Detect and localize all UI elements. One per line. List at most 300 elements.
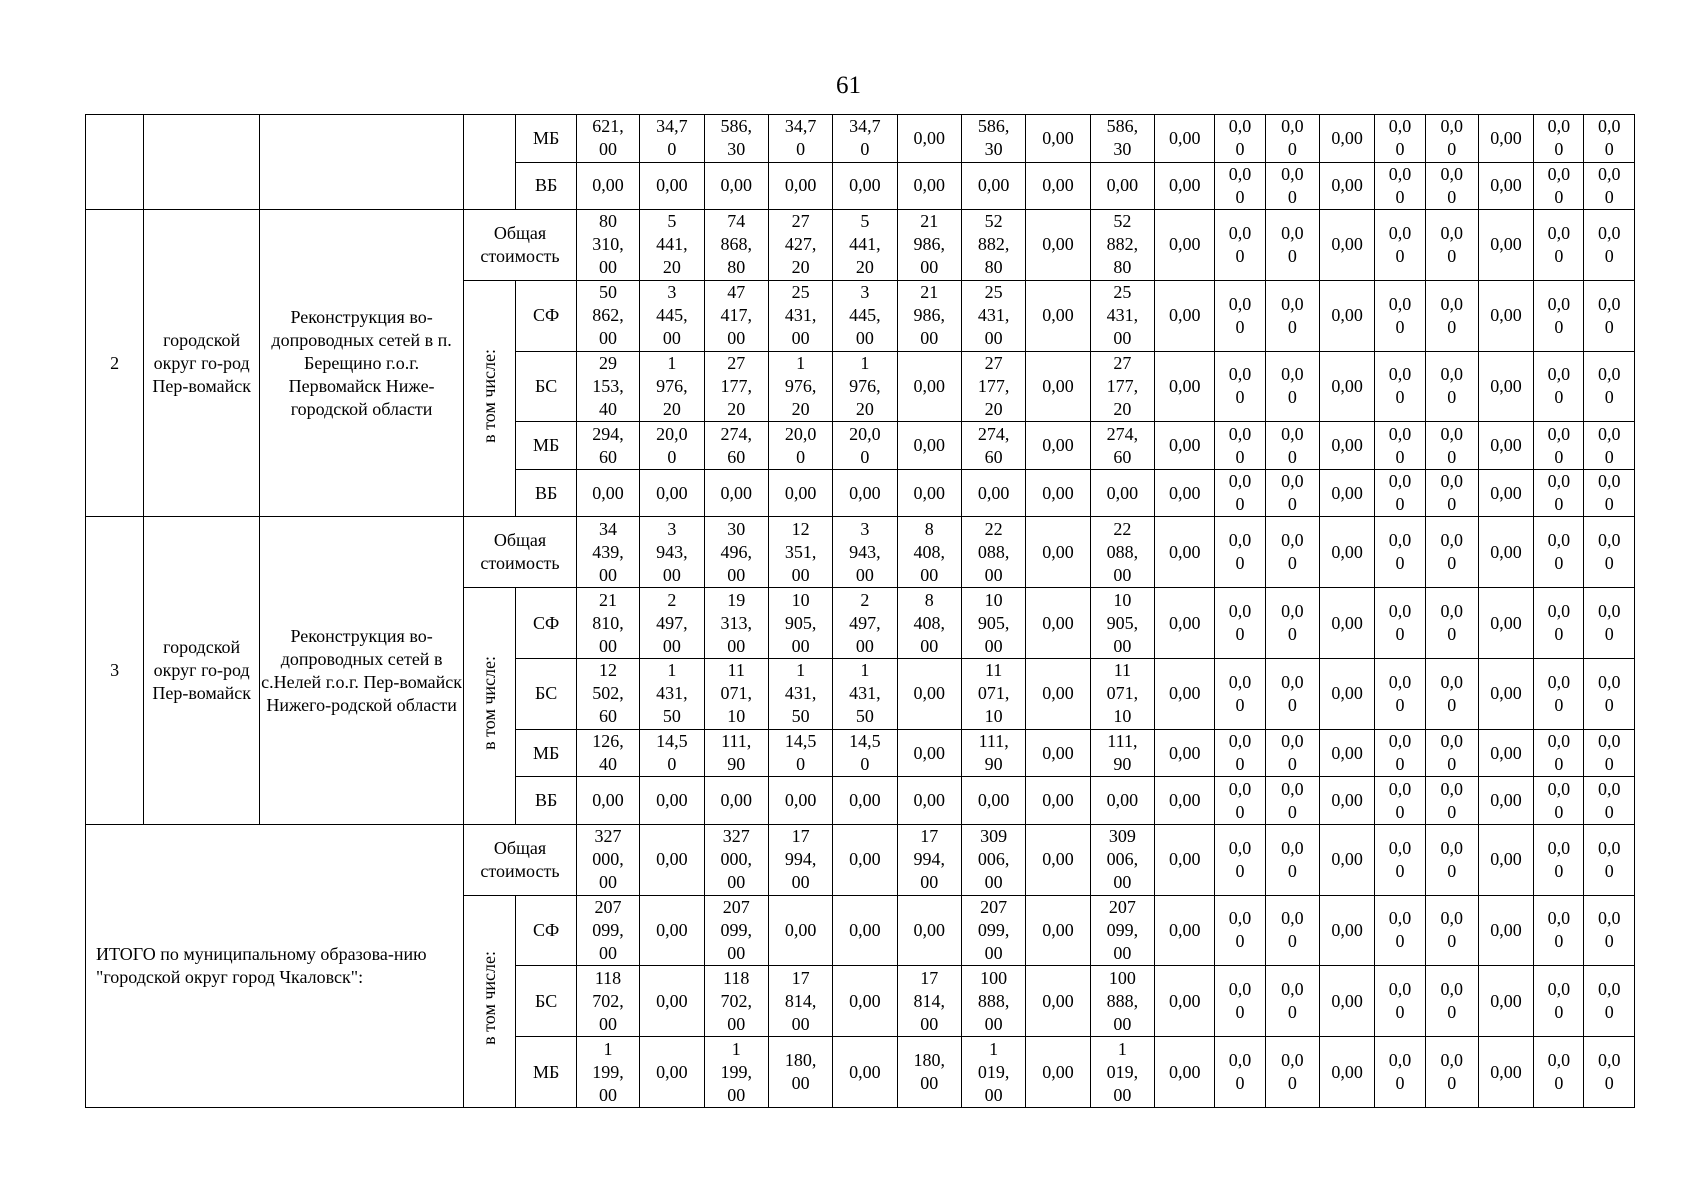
source-label: МБ	[516, 115, 576, 163]
value-cell: 0,0 0	[1265, 1037, 1319, 1108]
page-number: 61	[836, 72, 861, 99]
value-cell: 0,0 0	[1425, 729, 1478, 777]
source-label: БС	[516, 658, 576, 729]
value-cell: 0,00	[833, 824, 897, 895]
value-cell: 0,00	[1319, 729, 1374, 777]
value-cell: 30 496, 00	[704, 517, 768, 588]
value-cell: 8 408, 00	[897, 588, 961, 659]
value-cell: 14,5 0	[768, 729, 832, 777]
value-cell: 0,00	[833, 162, 897, 210]
value-cell: 10 905, 00	[1090, 588, 1154, 659]
value-cell: 0,00	[1478, 1037, 1533, 1108]
value-cell: 34 439, 00	[576, 517, 639, 588]
project-number: 3	[86, 517, 144, 824]
value-cell: 0,00	[1026, 1037, 1090, 1108]
value-cell: 0,0 0	[1534, 280, 1584, 351]
value-cell: 80 310, 00	[576, 210, 639, 281]
value-cell: 0,00	[1026, 824, 1090, 895]
value-cell: 0,0 0	[1375, 351, 1425, 422]
value-cell: 0,0 0	[1375, 162, 1425, 210]
value-cell: 586, 30	[1090, 115, 1154, 163]
value-cell: 0,0 0	[1584, 658, 1635, 729]
value-cell: 274, 60	[704, 422, 768, 470]
value-cell: 118 702, 00	[576, 966, 639, 1037]
value-cell: 19 313, 00	[704, 588, 768, 659]
value-cell: 0,0 0	[1584, 351, 1635, 422]
value-cell: 2 497, 00	[833, 588, 897, 659]
value-cell: 0,0 0	[1215, 588, 1265, 659]
value-cell: 0,0 0	[1265, 588, 1319, 659]
value-cell: 21 986, 00	[897, 210, 961, 281]
value-cell: 0,0 0	[1584, 966, 1635, 1037]
table-row	[86, 824, 1635, 895]
source-label: ВБ	[516, 162, 576, 210]
total-cost-label: Общая стоимость	[464, 517, 577, 588]
source-label: СФ	[516, 280, 576, 351]
value-cell: 0,00	[640, 966, 704, 1037]
value-cell: 27 177, 20	[704, 351, 768, 422]
value-cell: 27 177, 20	[1090, 351, 1154, 422]
value-cell: 0,00	[1319, 895, 1374, 966]
value-cell: 1 019, 00	[1090, 1037, 1154, 1108]
value-cell: 0,0 0	[1584, 729, 1635, 777]
value-cell: 0,0 0	[1534, 777, 1584, 825]
value-cell: 111, 90	[1090, 729, 1154, 777]
source-label: МБ	[516, 1037, 576, 1108]
in-that-number-label	[464, 280, 516, 517]
value-cell: 3 943, 00	[833, 517, 897, 588]
value-cell: 0,0 0	[1375, 210, 1425, 281]
value-cell: 0,00	[1026, 777, 1090, 825]
value-cell: 0,00	[640, 469, 704, 517]
value-cell: 0,0 0	[1215, 517, 1265, 588]
value-cell: 0,0 0	[1265, 729, 1319, 777]
value-cell: 0,00	[640, 777, 704, 825]
value-cell: 0,00	[961, 162, 1025, 210]
value-cell: 25 431, 00	[961, 280, 1025, 351]
value-cell: 0,00	[1026, 162, 1090, 210]
value-cell: 21 810, 00	[576, 588, 639, 659]
value-cell: 0,00	[1155, 729, 1215, 777]
value-cell: 22 088, 00	[1090, 517, 1154, 588]
value-cell: 0,00	[1026, 895, 1090, 966]
source-label: БС	[516, 351, 576, 422]
value-cell: 0,00	[897, 469, 961, 517]
value-cell: 0,0 0	[1375, 824, 1425, 895]
num-cell	[86, 115, 144, 210]
value-cell: 0,00	[1319, 658, 1374, 729]
source-label: ВБ	[516, 469, 576, 517]
value-cell: 0,00	[1319, 351, 1374, 422]
value-cell: 0,00	[768, 895, 832, 966]
value-cell: 0,0 0	[1534, 824, 1584, 895]
value-cell: 0,0 0	[1265, 115, 1319, 163]
value-cell: 0,0 0	[1265, 280, 1319, 351]
value-cell: 3 943, 00	[640, 517, 704, 588]
municipality-name: городской округ го-род Пер-вомайск	[144, 517, 260, 824]
value-cell: 0,00	[897, 777, 961, 825]
value-cell: 0,00	[1478, 422, 1533, 470]
value-cell: 0,00	[1319, 210, 1374, 281]
value-cell: 0,00	[1155, 280, 1215, 351]
value-cell: 0,00	[1155, 351, 1215, 422]
value-cell: 3 445, 00	[640, 280, 704, 351]
value-cell: 0,0 0	[1265, 895, 1319, 966]
value-cell: 0,0 0	[1534, 966, 1584, 1037]
value-cell: 0,0 0	[1375, 895, 1425, 966]
value-cell: 0,0 0	[1265, 210, 1319, 281]
value-cell: 0,00	[1478, 469, 1533, 517]
value-cell: 0,0 0	[1584, 517, 1635, 588]
value-cell: 21 986, 00	[897, 280, 961, 351]
value-cell: 0,0 0	[1375, 469, 1425, 517]
value-cell: 0,0 0	[1425, 777, 1478, 825]
value-cell: 0,00	[704, 469, 768, 517]
value-cell: 0,00	[1478, 280, 1533, 351]
value-cell: 14,5 0	[640, 729, 704, 777]
value-cell: 11 071, 10	[1090, 658, 1154, 729]
value-cell: 207 099, 00	[704, 895, 768, 966]
value-cell: 0,00	[576, 469, 639, 517]
summary-label: ИТОГО по муниципальному образова-нию "городской округ город Чкаловск":	[86, 824, 464, 1107]
value-cell: 0,00	[897, 658, 961, 729]
value-cell: 0,00	[1319, 469, 1374, 517]
value-cell: 0,0 0	[1215, 280, 1265, 351]
value-cell: 0,0 0	[1534, 469, 1584, 517]
value-cell: 0,00	[576, 777, 639, 825]
value-cell: 11 071, 10	[704, 658, 768, 729]
value-cell: 0,00	[1155, 115, 1215, 163]
value-cell: 180, 00	[897, 1037, 961, 1108]
in-that-number-text: в том числе:	[479, 656, 500, 750]
value-cell: 207 099, 00	[576, 895, 639, 966]
value-cell: 0,00	[1026, 658, 1090, 729]
value-cell: 25 431, 00	[1090, 280, 1154, 351]
table-body	[86, 115, 1635, 1108]
municipality-name: городской округ го-род Пер-вомайск	[144, 210, 260, 517]
value-cell: 0,00	[1319, 824, 1374, 895]
value-cell: 0,0 0	[1584, 1037, 1635, 1108]
value-cell: 20,0 0	[768, 422, 832, 470]
value-cell: 0,0 0	[1425, 280, 1478, 351]
value-cell: 1 976, 20	[768, 351, 832, 422]
value-cell: 0,00	[1090, 777, 1154, 825]
value-cell: 0,0 0	[1584, 115, 1635, 163]
value-cell: 207 099, 00	[1090, 895, 1154, 966]
value-cell: 0,0 0	[1375, 422, 1425, 470]
value-cell: 0,00	[1026, 966, 1090, 1037]
value-cell: 12 502, 60	[576, 658, 639, 729]
value-cell: 0,00	[897, 115, 961, 163]
value-cell: 0,00	[1478, 895, 1533, 966]
value-cell: 0,0 0	[1215, 658, 1265, 729]
table-row	[86, 517, 1635, 588]
value-cell: 1 431, 50	[768, 658, 832, 729]
value-cell: 0,00	[1319, 422, 1374, 470]
value-cell: 0,0 0	[1215, 469, 1265, 517]
value-cell: 0,00	[1155, 966, 1215, 1037]
value-cell: 274, 60	[961, 422, 1025, 470]
value-cell: 0,00	[1478, 966, 1533, 1037]
object-name: Реконструкция во-допроводных сетей в с.Нелей г.о.г. Пер-вомайск Нижего-родской области	[260, 517, 464, 824]
value-cell: 0,0 0	[1425, 966, 1478, 1037]
value-cell: 0,00	[833, 966, 897, 1037]
value-cell: 0,0 0	[1265, 469, 1319, 517]
value-cell: 0,0 0	[1265, 824, 1319, 895]
value-cell: 0,0 0	[1534, 351, 1584, 422]
municipality-cell	[144, 115, 260, 210]
value-cell: 12 351, 00	[768, 517, 832, 588]
value-cell: 20,0 0	[640, 422, 704, 470]
in-that-number-text: в том числе:	[479, 348, 500, 443]
value-cell: 0,00	[897, 895, 961, 966]
value-cell: 1 431, 50	[833, 658, 897, 729]
source-label: МБ	[516, 422, 576, 470]
total-cost-label: Общая стоимость	[464, 210, 577, 281]
value-cell: 0,00	[1478, 729, 1533, 777]
value-cell: 0,00	[1090, 469, 1154, 517]
value-cell: 0,00	[768, 777, 832, 825]
value-cell: 0,00	[1478, 588, 1533, 659]
value-cell: 27 427, 20	[768, 210, 832, 281]
value-cell: 0,0 0	[1215, 162, 1265, 210]
value-cell: 0,00	[833, 1037, 897, 1108]
value-cell: 0,0 0	[1534, 422, 1584, 470]
value-cell: 0,00	[1478, 210, 1533, 281]
value-cell: 0,00	[1155, 517, 1215, 588]
value-cell: 0,0 0	[1534, 895, 1584, 966]
value-cell: 47 417, 00	[704, 280, 768, 351]
source-label: БС	[516, 966, 576, 1037]
value-cell: 0,0 0	[1534, 588, 1584, 659]
value-cell: 0,00	[1478, 777, 1533, 825]
value-cell: 0,00	[1478, 351, 1533, 422]
value-cell: 0,00	[1319, 1037, 1374, 1108]
value-cell: 0,00	[1155, 210, 1215, 281]
value-cell: 25 431, 00	[768, 280, 832, 351]
value-cell: 0,0 0	[1375, 280, 1425, 351]
value-cell: 0,0 0	[1584, 210, 1635, 281]
value-cell: 0,0 0	[1375, 588, 1425, 659]
value-cell: 0,00	[768, 469, 832, 517]
value-cell: 0,0 0	[1375, 517, 1425, 588]
value-cell: 0,0 0	[1375, 658, 1425, 729]
value-cell: 0,0 0	[1425, 824, 1478, 895]
value-cell: 0,00	[961, 777, 1025, 825]
value-cell: 621, 00	[576, 115, 639, 163]
table-row	[86, 115, 1635, 163]
value-cell: 0,0 0	[1534, 115, 1584, 163]
value-cell: 34,7 0	[640, 115, 704, 163]
value-cell: 0,00	[1026, 422, 1090, 470]
value-cell: 327 000, 00	[576, 824, 639, 895]
value-cell: 0,0 0	[1215, 777, 1265, 825]
value-cell: 0,0 0	[1375, 966, 1425, 1037]
value-cell: 309 006, 00	[1090, 824, 1154, 895]
value-cell: 126, 40	[576, 729, 639, 777]
value-cell: 8 408, 00	[897, 517, 961, 588]
value-cell: 0,0 0	[1425, 588, 1478, 659]
value-cell: 10 905, 00	[961, 588, 1025, 659]
value-cell: 274, 60	[1090, 422, 1154, 470]
value-cell: 327 000, 00	[704, 824, 768, 895]
value-cell: 0,0 0	[1425, 658, 1478, 729]
value-cell: 0,00	[897, 351, 961, 422]
value-cell: 0,0 0	[1375, 115, 1425, 163]
value-cell: 0,0 0	[1425, 210, 1478, 281]
in-that-number-label	[464, 895, 516, 1107]
value-cell: 0,0 0	[1215, 729, 1265, 777]
value-cell: 0,0 0	[1425, 469, 1478, 517]
value-cell: 52 882, 80	[961, 210, 1025, 281]
value-cell: 0,00	[833, 895, 897, 966]
value-cell: 0,00	[1026, 729, 1090, 777]
value-cell: 0,00	[576, 162, 639, 210]
value-cell: 29 153, 40	[576, 351, 639, 422]
value-cell: 1 976, 20	[833, 351, 897, 422]
value-cell: 0,00	[1026, 469, 1090, 517]
value-cell: 0,00	[640, 824, 704, 895]
value-cell: 0,0 0	[1584, 469, 1635, 517]
value-cell: 50 862, 00	[576, 280, 639, 351]
value-cell: 0,0 0	[1375, 729, 1425, 777]
value-cell: 180, 00	[768, 1037, 832, 1108]
value-cell: 0,00	[1026, 351, 1090, 422]
value-cell: 0,0 0	[1584, 824, 1635, 895]
source-label: МБ	[516, 729, 576, 777]
value-cell: 0,00	[704, 777, 768, 825]
value-cell: 0,00	[1155, 658, 1215, 729]
value-cell: 0,0 0	[1534, 210, 1584, 281]
value-cell: 0,00	[1155, 895, 1215, 966]
value-cell: 0,00	[1478, 162, 1533, 210]
value-cell: 17 814, 00	[768, 966, 832, 1037]
value-cell: 0,00	[833, 777, 897, 825]
project-number: 2	[86, 210, 144, 517]
value-cell: 0,00	[1319, 588, 1374, 659]
value-cell: 0,0 0	[1425, 895, 1478, 966]
value-cell: 0,0 0	[1425, 422, 1478, 470]
value-cell: 0,00	[1155, 588, 1215, 659]
value-cell: 0,00	[1155, 777, 1215, 825]
value-cell: 0,0 0	[1584, 422, 1635, 470]
value-cell: 586, 30	[961, 115, 1025, 163]
value-cell: 5 441, 20	[833, 210, 897, 281]
value-cell: 586, 30	[704, 115, 768, 163]
value-cell: 0,0 0	[1265, 658, 1319, 729]
value-cell: 0,00	[1155, 422, 1215, 470]
value-cell: 74 868, 80	[704, 210, 768, 281]
value-cell: 0,00	[1319, 517, 1374, 588]
value-cell: 14,5 0	[833, 729, 897, 777]
value-cell: 17 994, 00	[897, 824, 961, 895]
object-name: Реконструкция во-допроводных сетей в п. Берещино г.о.г. Первомайск Ниже-городской области	[260, 210, 464, 517]
value-cell: 0,00	[961, 469, 1025, 517]
value-cell: 0,0 0	[1425, 115, 1478, 163]
value-cell: 0,0 0	[1215, 422, 1265, 470]
value-cell: 0,0 0	[1584, 777, 1635, 825]
value-cell: 3 445, 00	[833, 280, 897, 351]
value-cell: 0,00	[1478, 517, 1533, 588]
value-cell: 0,0 0	[1265, 777, 1319, 825]
value-cell: 1 976, 20	[640, 351, 704, 422]
value-cell: 100 888, 00	[1090, 966, 1154, 1037]
value-cell: 0,0 0	[1215, 966, 1265, 1037]
value-cell: 0,00	[1026, 115, 1090, 163]
value-cell: 1 199, 00	[704, 1037, 768, 1108]
value-cell: 1 199, 00	[576, 1037, 639, 1108]
value-cell: 0,00	[1026, 280, 1090, 351]
value-cell: 0,0 0	[1534, 658, 1584, 729]
value-cell: 17 814, 00	[897, 966, 961, 1037]
in-that-number-label	[464, 115, 516, 210]
value-cell: 0,0 0	[1215, 1037, 1265, 1108]
value-cell: 309 006, 00	[961, 824, 1025, 895]
value-cell: 0,00	[1478, 824, 1533, 895]
value-cell: 11 071, 10	[961, 658, 1025, 729]
value-cell: 0,0 0	[1265, 162, 1319, 210]
value-cell: 0,00	[640, 162, 704, 210]
value-cell: 100 888, 00	[961, 966, 1025, 1037]
value-cell: 0,00	[1155, 469, 1215, 517]
value-cell: 0,00	[640, 895, 704, 966]
value-cell: 118 702, 00	[704, 966, 768, 1037]
value-cell: 0,00	[897, 422, 961, 470]
value-cell: 0,00	[1026, 588, 1090, 659]
value-cell: 0,0 0	[1425, 351, 1478, 422]
value-cell: 52 882, 80	[1090, 210, 1154, 281]
source-label: СФ	[516, 895, 576, 966]
value-cell: 0,0 0	[1584, 280, 1635, 351]
value-cell: 0,0 0	[1215, 895, 1265, 966]
value-cell: 0,00	[1319, 966, 1374, 1037]
value-cell: 0,00	[1155, 162, 1215, 210]
value-cell: 0,0 0	[1215, 115, 1265, 163]
source-label: ВБ	[516, 777, 576, 825]
value-cell: 0,0 0	[1584, 895, 1635, 966]
value-cell: 2 497, 00	[640, 588, 704, 659]
total-cost-label: Общая стоимость	[464, 824, 577, 895]
value-cell: 0,0 0	[1215, 824, 1265, 895]
value-cell: 0,00	[1319, 162, 1374, 210]
value-cell: 0,0 0	[1215, 210, 1265, 281]
value-cell: 0,00	[897, 729, 961, 777]
value-cell: 0,00	[1319, 777, 1374, 825]
value-cell: 0,0 0	[1375, 777, 1425, 825]
value-cell: 0,00	[768, 162, 832, 210]
source-label: СФ	[516, 588, 576, 659]
value-cell: 34,7 0	[768, 115, 832, 163]
value-cell: 0,00	[1319, 115, 1374, 163]
value-cell: 207 099, 00	[961, 895, 1025, 966]
value-cell: 0,00	[1155, 824, 1215, 895]
value-cell: 20,0 0	[833, 422, 897, 470]
value-cell: 5 441, 20	[640, 210, 704, 281]
value-cell: 10 905, 00	[768, 588, 832, 659]
value-cell: 0,0 0	[1425, 162, 1478, 210]
value-cell: 111, 90	[704, 729, 768, 777]
value-cell: 0,0 0	[1265, 351, 1319, 422]
value-cell: 1 019, 00	[961, 1037, 1025, 1108]
value-cell: 0,00	[1026, 517, 1090, 588]
value-cell: 0,0 0	[1265, 517, 1319, 588]
value-cell: 0,00	[704, 162, 768, 210]
in-that-number-label	[464, 588, 516, 825]
value-cell: 0,00	[1155, 1037, 1215, 1108]
value-cell: 0,00	[1478, 115, 1533, 163]
value-cell: 0,00	[640, 1037, 704, 1108]
value-cell: 0,00	[1026, 210, 1090, 281]
